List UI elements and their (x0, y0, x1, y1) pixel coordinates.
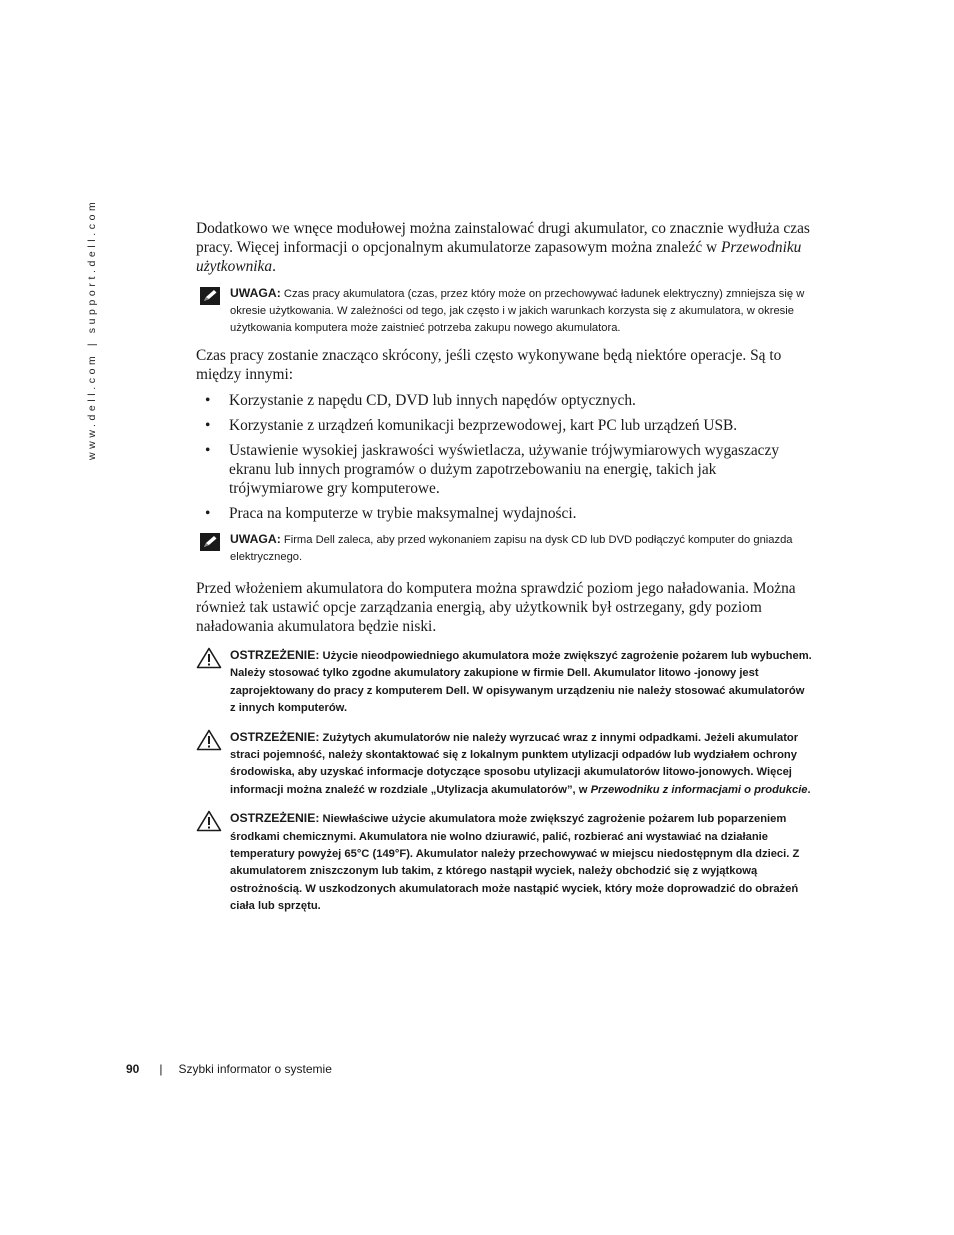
bullet-dot: • (205, 417, 211, 434)
list-item-text: Ustawienie wysokiej jaskrawości wyświetlacza, używanie trójwymiarowych wygaszaczy ekranu lub innych programów o dużym zapotrzebowaniu na energię, takich jak trójwymiarowe gry komputerowe. (229, 442, 780, 497)
intro-text: Dodatkowo we wnęce modułowej można zainstalować drugi akumulator, co znacznie wydłuża czas pracy. Więcej informacji o opcjonalnym akumulatorze zapasowym można znaleźć w (196, 220, 810, 256)
list-item (196, 416, 812, 435)
list-item (196, 391, 812, 410)
warning-triangle-icon (196, 810, 222, 832)
note-text: Czas pracy akumulatora (czas, przez który może on przechowywać ładunek elektryczny) zmniejsza się w okresie użytkowania. W zależności od tego, jak często i w jakich warunkach korzysta się z akumulatora, w okresie użytkowania komputera może zaistnieć potrzeba zakupu nowego akumulatora. (230, 288, 805, 334)
list-item-text: Korzystanie z napędu CD, DVD lub innych napędów optycznych. (229, 392, 636, 409)
note-label: UWAGA: (230, 286, 281, 300)
footer-separator: | (159, 1062, 163, 1076)
intro-end: . (272, 258, 276, 275)
note-pencil-icon (200, 287, 220, 305)
note-2 (196, 531, 812, 566)
side-url: www.dell.com | support.dell.com (86, 198, 98, 460)
warning-end: . (807, 783, 811, 796)
bullet-dot: • (205, 505, 211, 522)
intro-paragraph (196, 219, 812, 276)
note-text: Firma Dell zaleca, aby przed wykonaniem zapisu na dysk CD lub DVD podłączyć komputer do gniazda elektrycznego. (230, 534, 793, 563)
warning-text: Użycie nieodpowiedniego akumulatora może zwiększyć zagrożenie pożarem lub wybuchem. Należy stosować tylko zgodne akumulatory zakupione w firmie Dell. Akumulator litowo -jonowy jest zaprojektowany do pracy z komputerem Dell. W opisywanym urządzeniu nie należy stosować akumulatorów z innych komputerów. (230, 650, 812, 715)
list-item (196, 504, 812, 523)
footer-title: Szybki informator o systemie (178, 1062, 332, 1076)
intro-italic: Przewodniku użytkownika (196, 239, 802, 275)
bullet-dot: • (205, 442, 211, 459)
list-item-text: Korzystanie z urządzeń komunikacji bezprzewodowej, kart PC lub urządzeń USB. (229, 417, 738, 434)
page-content (196, 219, 812, 916)
warning-italic: Przewodniku z informacjami o produkcie (590, 783, 808, 796)
warning-label: OSTRZEŻENIE: (230, 811, 320, 826)
warning-1 (196, 647, 812, 718)
list-item-text: Praca na komputerze w trybie maksymalnej wydajności. (229, 505, 577, 522)
warning-3 (196, 810, 812, 915)
bullet-list (196, 391, 812, 523)
warning-2 (196, 729, 812, 800)
warning-triangle-icon (196, 729, 222, 751)
list-item (196, 441, 812, 498)
note-1 (196, 285, 812, 337)
warning-text: Zużytych akumulatorów nie należy wyrzucać wraz z innymi odpadkami. Jeżeli akumulator straci pojemność, należy skontaktować się z lokalnym punktem utylizacji odpadów lub wydziałem ochrony środowiska, aby uzyskać informacje dotyczące sposobu utylizacji akumulatorów litowo-jonowych. Więcej informacji można znaleźć w rozdziale „Utylizacja akumulatorów”, w (230, 731, 799, 796)
paragraph-usage: Czas pracy zostanie znacząco skrócony, jeśli często wykonywane będą niektóre operacje. Są to między innymi: (196, 347, 782, 383)
warning-text: Niewłaściwe użycie akumulatora może zwiększyć zagrożenie pożarem lub poparzeniem środkami chemicznymi. Akumulatora nie wolno dziurawić, palić, rozbierać ani wystawiać na działanie temperatury powyżej 65°C (149°F). Akumulator należy przechowywać w miejscu niedostępnym dla dzieci. Z akumulatorem zniszczonym lub takim, z którego nastąpił wyciek, należy obchodzić się z wyjątkową ostrożnością. W uszkodzonych akumulatorach może nastąpić wyciek, który może doprowadzić do obrażeń ciała lub sprzętu. (230, 813, 800, 913)
note-pencil-icon (200, 533, 220, 551)
warning-triangle-icon (196, 647, 222, 669)
warning-label: OSTRZEŻENIE: (230, 648, 320, 662)
page-number: 90 (126, 1062, 140, 1076)
warning-label: OSTRZEŻENIE: (230, 729, 320, 744)
page-footer (126, 1062, 332, 1076)
bullet-dot: • (205, 392, 211, 409)
paragraph-charge: Przed włożeniem akumulatora do komputera można sprawdzić poziom jego naładowania. Można również tak ustawić opcje zarządzania energią, aby użytkownik był ostrzegany, gdy poziom naładowania akumulatora będzie niski. (196, 580, 796, 635)
note-label: UWAGA: (230, 532, 281, 546)
